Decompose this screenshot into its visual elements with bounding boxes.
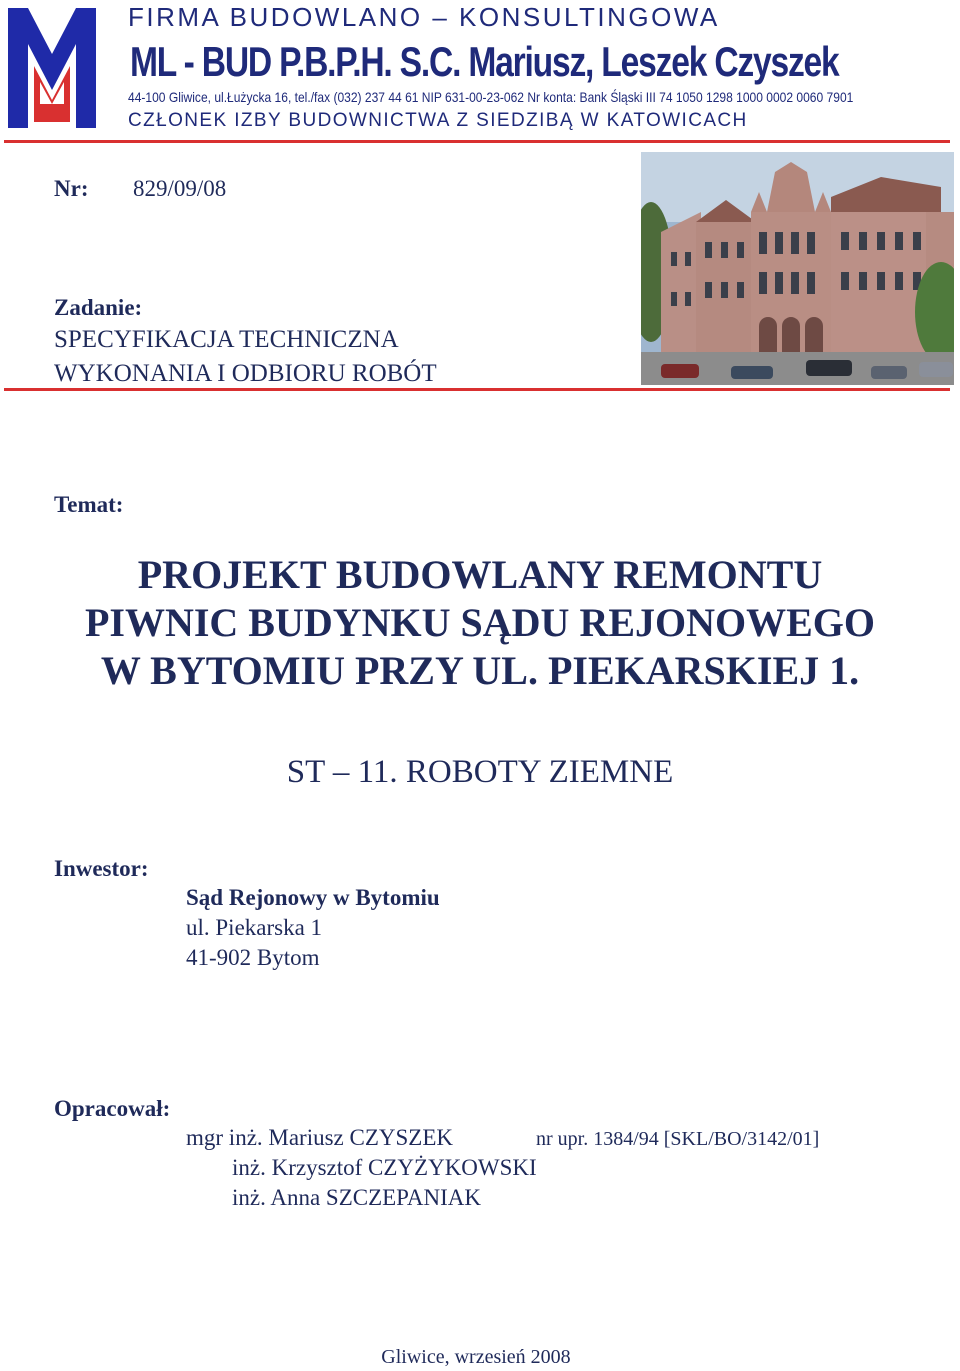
inwestor-name: Sąd Rejonowy w Bytomiu — [186, 885, 440, 910]
header-membership: CZŁONEK IZBY BUDOWNICTWA Z SIEDZIBĄ W KATOWICACH — [128, 110, 748, 131]
header-divider — [4, 140, 950, 143]
ml-bud-logo-icon — [6, 4, 98, 132]
temat-label: Temat: — [54, 492, 124, 517]
nr-value: 829/09/08 — [133, 176, 227, 201]
inwestor-city: 41-902 Bytom — [186, 945, 320, 970]
document-title — [0, 551, 960, 695]
header-address: 44-100 Gliwice, ul.Łużycka 16, tel./fax (032) 237 44 61 NIP 631-00-23-062 Nr konta: Bank Śląski III 74 1050 1298 1000 0002 0060 7901 — [128, 89, 854, 105]
author-2: inż. Krzysztof CZYŻYKOWSKI — [232, 1155, 537, 1180]
inwestor-street: ul. Piekarska 1 — [186, 915, 323, 940]
author-1-license: nr upr. 1384/94 [SKL/BO/3142/01] — [536, 1128, 820, 1150]
author-1: mgr inż. Mariusz CZYSZEK — [186, 1125, 454, 1150]
header-firm-type: FIRMA BUDOWLANO – KONSULTINGOWA — [128, 2, 720, 32]
building-photo — [641, 152, 954, 385]
title-line-3: W BYTOMIU PRZY UL. PIEKARSKIEJ 1. — [100, 648, 860, 693]
zadanie-line-2: WYKONANIA I ODBIORU ROBÓT — [54, 360, 437, 387]
title-divider — [4, 388, 950, 391]
nr-label: Nr: — [54, 176, 89, 201]
opracowal-label: Opracował: — [54, 1096, 171, 1121]
zadanie-label: Zadanie: — [54, 295, 143, 320]
title-line-1: PROJEKT BUDOWLANY REMONTU — [137, 552, 823, 597]
header-firm-name: ML - BUD P.B.P.H. S.C. Mariusz, Leszek Czyszek — [130, 38, 839, 85]
zadanie-line-1: SPECYFIKACJA TECHNICZNA — [54, 326, 399, 353]
author-3: inż. Anna SZCZEPANIAK — [232, 1185, 481, 1210]
document-subtitle: ST – 11. ROBOTY ZIEMNE — [286, 754, 674, 790]
inwestor-label: Inwestor: — [54, 856, 149, 881]
footer-place-date: Gliwice, wrzesień 2008 — [381, 1346, 571, 1368]
title-line-2: PIWNIC BUDYNKU SĄDU REJONOWEGO — [84, 600, 876, 645]
